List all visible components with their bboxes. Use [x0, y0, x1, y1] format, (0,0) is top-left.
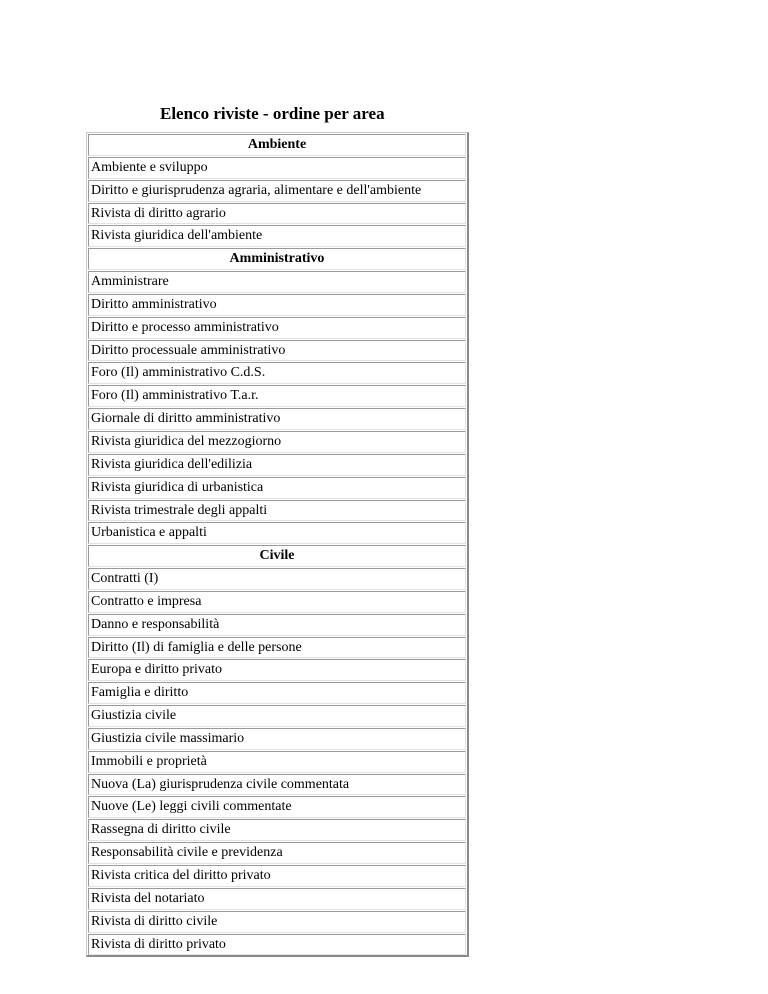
table-row: Diritto processuale amministrativo — [88, 340, 466, 362]
section-heading: Civile — [88, 545, 466, 567]
table-row: Amministrare — [88, 271, 466, 293]
table-row: Ambiente e sviluppo — [88, 157, 466, 179]
table-row: Rivista giuridica di urbanistica — [88, 477, 466, 499]
table-row: Rivista critica del diritto privato — [88, 865, 466, 887]
table-row: Danno e responsabilità — [88, 614, 466, 636]
page-title: Elenco riviste - ordine per area — [160, 104, 385, 123]
table-row: Rivista giuridica dell'edilizia — [88, 454, 466, 476]
table-row: Foro (Il) amministrativo C.d.S. — [88, 362, 466, 384]
table-row: Giornale di diritto amministrativo — [88, 408, 466, 430]
table-row: Rivista di diritto civile — [88, 911, 466, 933]
table-row: Rivista giuridica del mezzogiorno — [88, 431, 466, 453]
table-row: Contratto e impresa — [88, 591, 466, 613]
table-row: Europa e diritto privato — [88, 659, 466, 681]
section-heading: Ambiente — [88, 134, 466, 156]
table-row: Rivista del notariato — [88, 888, 466, 910]
table-row: Responsabilità civile e previdenza — [88, 842, 466, 864]
journal-table — [86, 132, 469, 957]
table-row: Famiglia e diritto — [88, 682, 466, 704]
table-row: Foro (Il) amministrativo T.a.r. — [88, 385, 466, 407]
table-row: Rivista di diritto agrario — [88, 203, 466, 225]
table-row: Diritto amministrativo — [88, 294, 466, 316]
table-row: Nuove (Le) leggi civili commentate — [88, 796, 466, 818]
table-row: Rivista giuridica dell'ambiente — [88, 225, 466, 247]
table-row: Immobili e proprietà — [88, 751, 466, 773]
table-row: Contratti (I) — [88, 568, 466, 590]
table-row: Diritto e processo amministrativo — [88, 317, 466, 339]
table-row: Giustizia civile massimario — [88, 728, 466, 750]
table-row: Rivista trimestrale degli appalti — [88, 500, 466, 522]
table-row: Diritto e giurisprudenza agraria, alimentare e dell'ambiente — [88, 180, 466, 202]
table-row: Urbanistica e appalti — [88, 522, 466, 544]
table-row: Giustizia civile — [88, 705, 466, 727]
table-row: Diritto (Il) di famiglia e delle persone — [88, 637, 466, 659]
section-heading: Amministrativo — [88, 248, 466, 270]
table-row: Rivista di diritto privato — [88, 934, 466, 956]
table-row: Nuova (La) giurisprudenza civile commentata — [88, 774, 466, 796]
table-row: Rassegna di diritto civile — [88, 819, 466, 841]
